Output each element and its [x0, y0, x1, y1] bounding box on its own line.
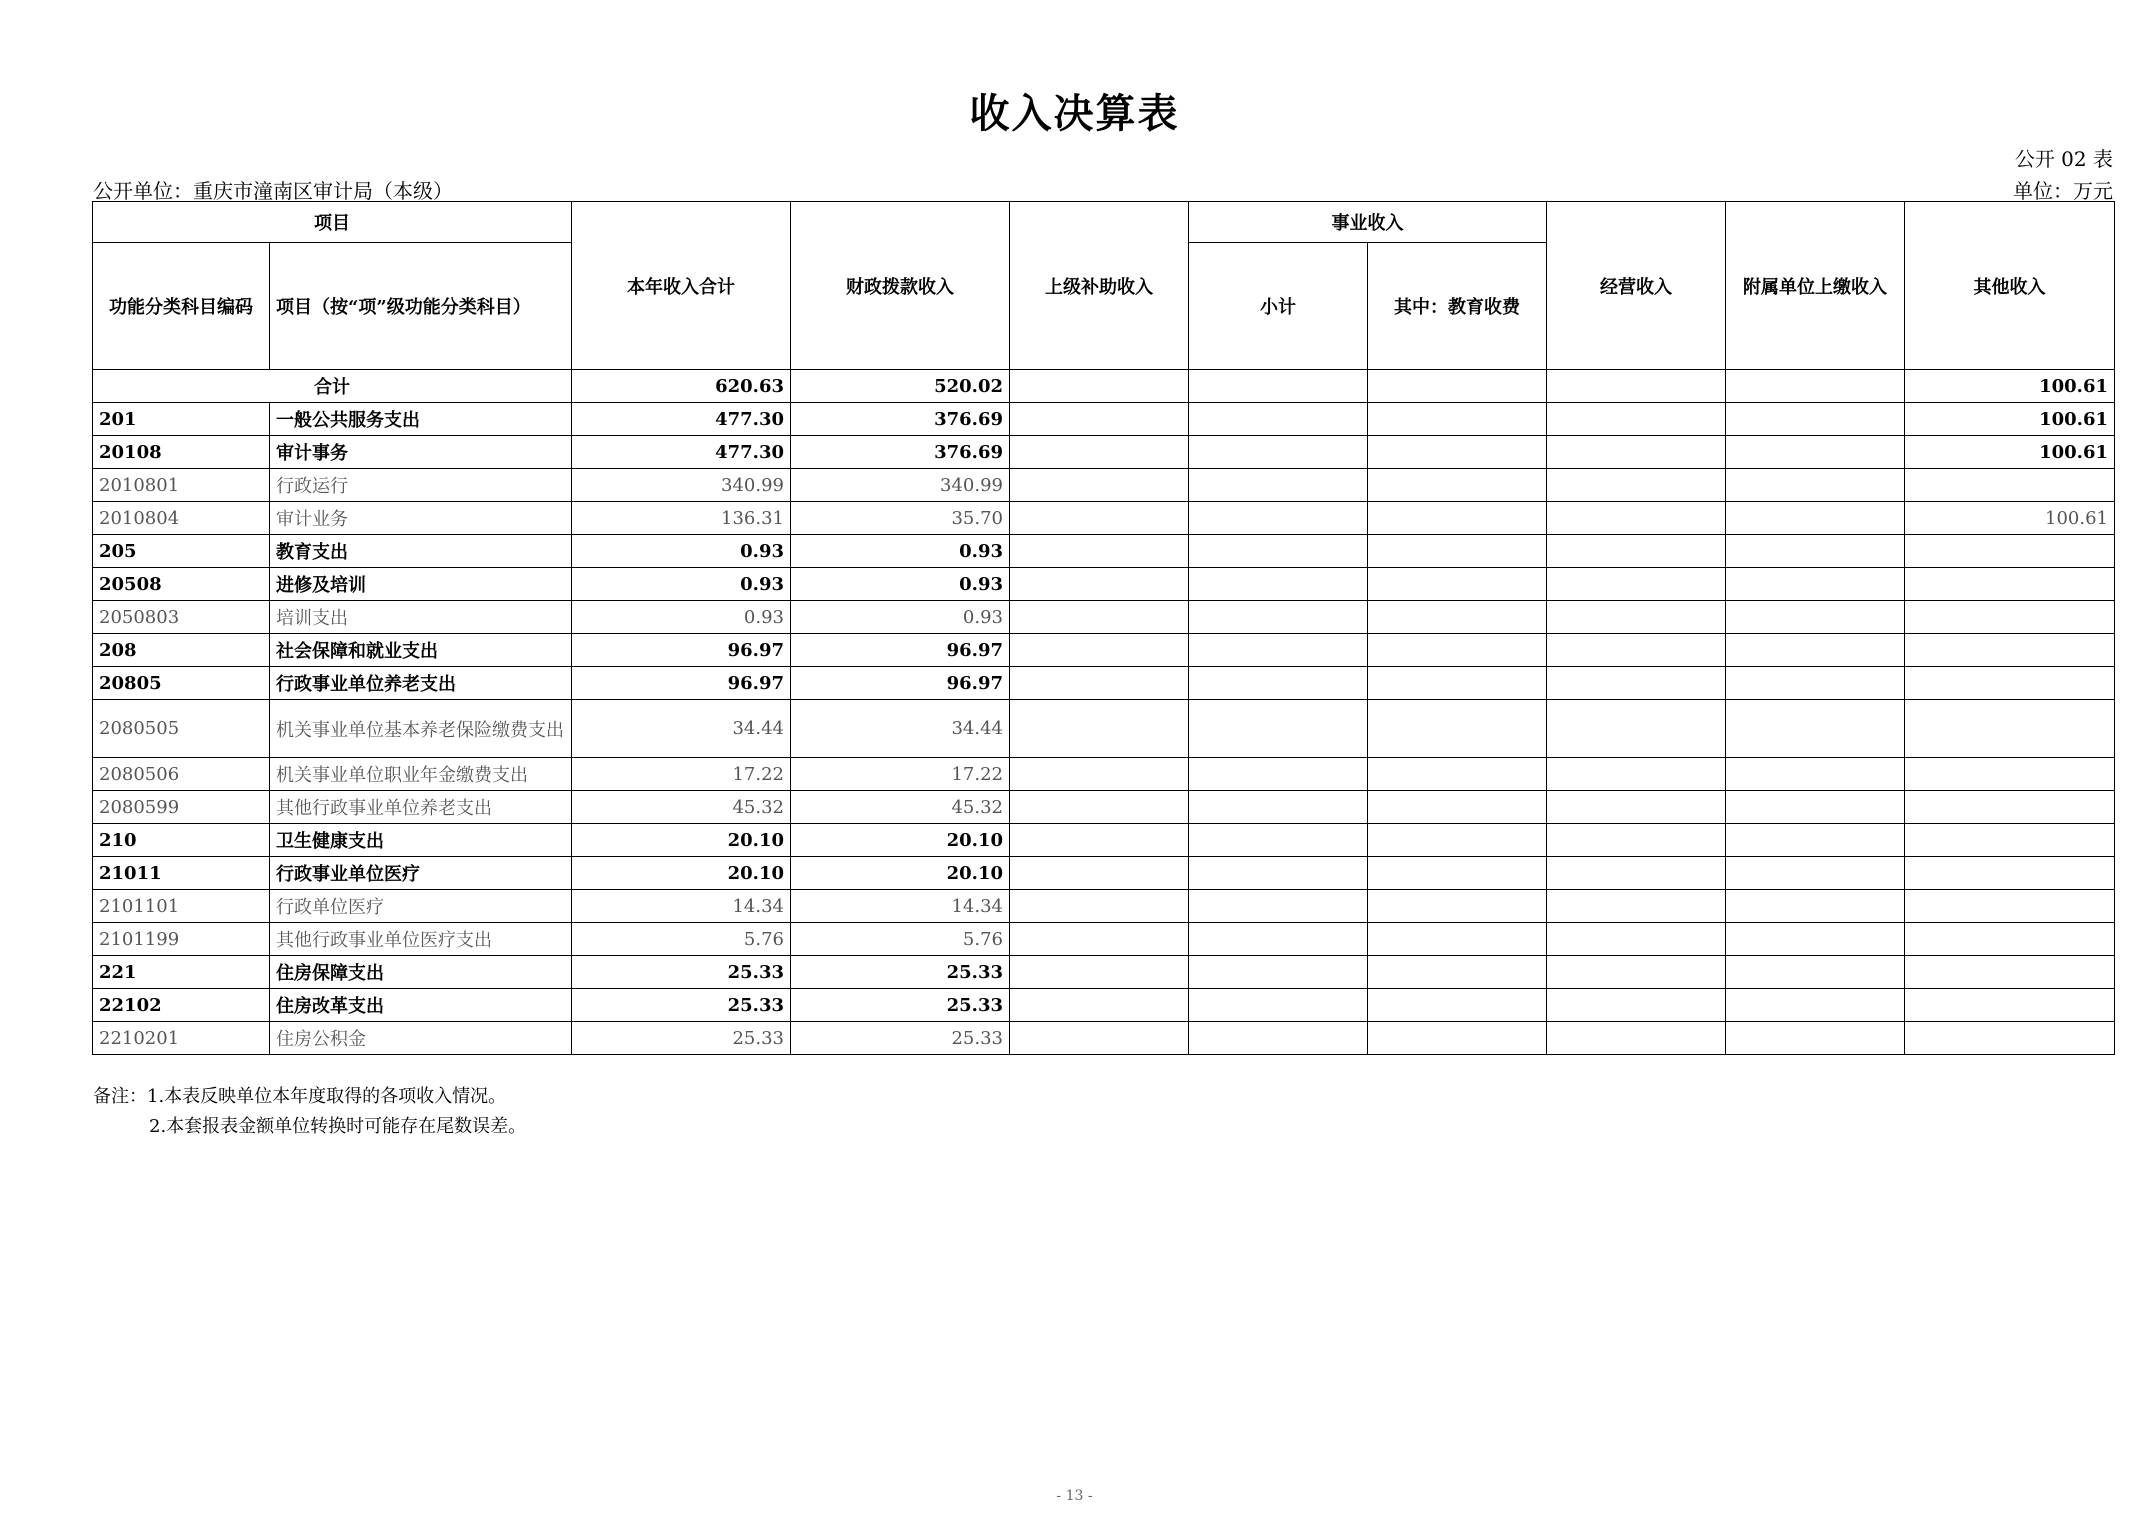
row-name: 住房改革支出 [270, 989, 572, 1022]
table-row [93, 923, 2115, 956]
row-code: 2010801 [93, 469, 270, 502]
row-total: 5.76 [572, 923, 791, 956]
table-row [93, 824, 2115, 857]
table-row [93, 890, 2115, 923]
header-fiscal: 财政拨款收入 [791, 202, 1010, 370]
row-other [1905, 890, 2115, 923]
row-total: 17.22 [572, 758, 791, 791]
row-code: 210 [93, 824, 270, 857]
row-total: 0.93 [572, 601, 791, 634]
row-code: 2080505 [93, 700, 270, 758]
row-name: 社会保障和就业支出 [270, 634, 572, 667]
row-fiscal: 35.70 [791, 502, 1010, 535]
header-operating: 经营收入 [1547, 202, 1726, 370]
form-number: 公开 02 表 [2014, 147, 2113, 171]
table-row [93, 667, 2115, 700]
row-other [1905, 989, 2115, 1022]
table-row [93, 469, 2115, 502]
total-label: 合计 [93, 370, 572, 403]
row-total: 20.10 [572, 857, 791, 890]
row-fiscal: 340.99 [791, 469, 1010, 502]
row-name: 其他行政事业单位养老支出 [270, 791, 572, 824]
row-name: 卫生健康支出 [270, 824, 572, 857]
row-other [1905, 535, 2115, 568]
row-other [1905, 824, 2115, 857]
row-other [1905, 634, 2115, 667]
table-row [93, 634, 2115, 667]
row-other: 100.61 [1905, 502, 2115, 535]
row-name: 住房保障支出 [270, 956, 572, 989]
table-row [93, 568, 2115, 601]
header-superior: 上级补助收入 [1010, 202, 1189, 370]
row-total: 0.93 [572, 535, 791, 568]
row-total: 45.32 [572, 791, 791, 824]
row-code: 22102 [93, 989, 270, 1022]
note-line-2: 2.本套报表金额单位转换时可能存在尾数误差。 [149, 1116, 527, 1137]
row-fiscal: 96.97 [791, 667, 1010, 700]
row-name: 行政单位医疗 [270, 890, 572, 923]
row-code: 2101101 [93, 890, 270, 923]
row-code: 2080599 [93, 791, 270, 824]
row-fiscal: 0.93 [791, 568, 1010, 601]
table-row [93, 1022, 2115, 1055]
row-other [1905, 568, 2115, 601]
header-item: 项目 [93, 202, 572, 243]
row-name: 进修及培训 [270, 568, 572, 601]
row-name: 行政运行 [270, 469, 572, 502]
row-total: 20.10 [572, 824, 791, 857]
row-total: 96.97 [572, 667, 791, 700]
row-total: 34.44 [572, 700, 791, 758]
row-code: 20508 [93, 568, 270, 601]
row-total: 25.33 [572, 956, 791, 989]
row-fiscal: 5.76 [791, 923, 1010, 956]
row-other [1905, 857, 2115, 890]
row-name: 其他行政事业单位医疗支出 [270, 923, 572, 956]
total-amount: 620.63 [572, 370, 791, 403]
note-line-1: 备注：1.本表反映单位本年度取得的各项收入情况。 [93, 1086, 507, 1107]
row-other [1905, 956, 2115, 989]
header-total: 本年收入合计 [572, 202, 791, 370]
row-code: 208 [93, 634, 270, 667]
row-other [1905, 1022, 2115, 1055]
header-name: 项目（按“项”级功能分类科目） [270, 243, 572, 370]
table-row [93, 403, 2115, 436]
row-other [1905, 758, 2115, 791]
header-business: 事业收入 [1189, 202, 1547, 243]
table-row [93, 700, 2115, 758]
row-fiscal: 0.93 [791, 535, 1010, 568]
row-name: 一般公共服务支出 [270, 403, 572, 436]
row-other [1905, 601, 2115, 634]
table-row [93, 989, 2115, 1022]
row-other: 100.61 [1905, 436, 2115, 469]
page-number: - 13 - [1056, 1488, 1093, 1504]
table-row [93, 502, 2115, 535]
row-fiscal: 34.44 [791, 700, 1010, 758]
row-fiscal: 14.34 [791, 890, 1010, 923]
row-name: 住房公积金 [270, 1022, 572, 1055]
row-code: 201 [93, 403, 270, 436]
row-total: 340.99 [572, 469, 791, 502]
row-other [1905, 700, 2115, 758]
row-name: 培训支出 [270, 601, 572, 634]
row-fiscal: 25.33 [791, 1022, 1010, 1055]
row-code: 20108 [93, 436, 270, 469]
row-code: 20805 [93, 667, 270, 700]
row-fiscal: 96.97 [791, 634, 1010, 667]
row-fiscal: 17.22 [791, 758, 1010, 791]
header-subtotal: 小计 [1189, 243, 1368, 370]
header-education: 其中：教育收费 [1368, 243, 1547, 370]
row-name: 行政事业单位医疗 [270, 857, 572, 890]
row-fiscal: 376.69 [791, 403, 1010, 436]
row-fiscal: 45.32 [791, 791, 1010, 824]
table-row [93, 956, 2115, 989]
row-other [1905, 923, 2115, 956]
row-other [1905, 791, 2115, 824]
row-total: 25.33 [572, 989, 791, 1022]
row-other [1905, 469, 2115, 502]
row-total: 0.93 [572, 568, 791, 601]
header-affiliated: 附属单位上缴收入 [1726, 202, 1905, 370]
income-table [92, 201, 2115, 1055]
row-name: 审计事务 [270, 436, 572, 469]
header-other: 其他收入 [1905, 202, 2115, 370]
row-total: 477.30 [572, 403, 791, 436]
currency-unit: 单位：万元 [2013, 179, 2113, 203]
row-total: 136.31 [572, 502, 791, 535]
row-fiscal: 376.69 [791, 436, 1010, 469]
row-fiscal: 0.93 [791, 601, 1010, 634]
row-fiscal: 20.10 [791, 824, 1010, 857]
table-row [93, 601, 2115, 634]
row-fiscal: 20.10 [791, 857, 1010, 890]
row-name: 行政事业单位养老支出 [270, 667, 572, 700]
table-notes [93, 1082, 526, 1142]
row-fiscal: 25.33 [791, 989, 1010, 1022]
table-row [93, 436, 2115, 469]
table-row [93, 758, 2115, 791]
row-total: 25.33 [572, 1022, 791, 1055]
total-other: 100.61 [1905, 370, 2115, 403]
row-code: 21011 [93, 857, 270, 890]
row-total: 14.34 [572, 890, 791, 923]
row-other [1905, 667, 2115, 700]
page-title: 收入决算表 [969, 90, 1180, 137]
row-other: 100.61 [1905, 403, 2115, 436]
total-row [93, 370, 2115, 403]
table-row [93, 535, 2115, 568]
total-fiscal: 520.02 [791, 370, 1010, 403]
row-fiscal: 25.33 [791, 956, 1010, 989]
table-row [93, 791, 2115, 824]
row-code: 221 [93, 956, 270, 989]
reporting-unit: 公开单位：重庆市潼南区审计局（本级） [93, 179, 453, 203]
row-name: 审计业务 [270, 502, 572, 535]
row-code: 2210201 [93, 1022, 270, 1055]
row-name: 机关事业单位基本养老保险缴费支出 [270, 700, 572, 758]
row-code: 2101199 [93, 923, 270, 956]
row-total: 477.30 [572, 436, 791, 469]
header-code: 功能分类科目编码 [93, 243, 270, 370]
row-code: 205 [93, 535, 270, 568]
row-name: 机关事业单位职业年金缴费支出 [270, 758, 572, 791]
row-total: 96.97 [572, 634, 791, 667]
row-code: 2010804 [93, 502, 270, 535]
row-code: 2080506 [93, 758, 270, 791]
table-row [93, 857, 2115, 890]
row-name: 教育支出 [270, 535, 572, 568]
row-code: 2050803 [93, 601, 270, 634]
